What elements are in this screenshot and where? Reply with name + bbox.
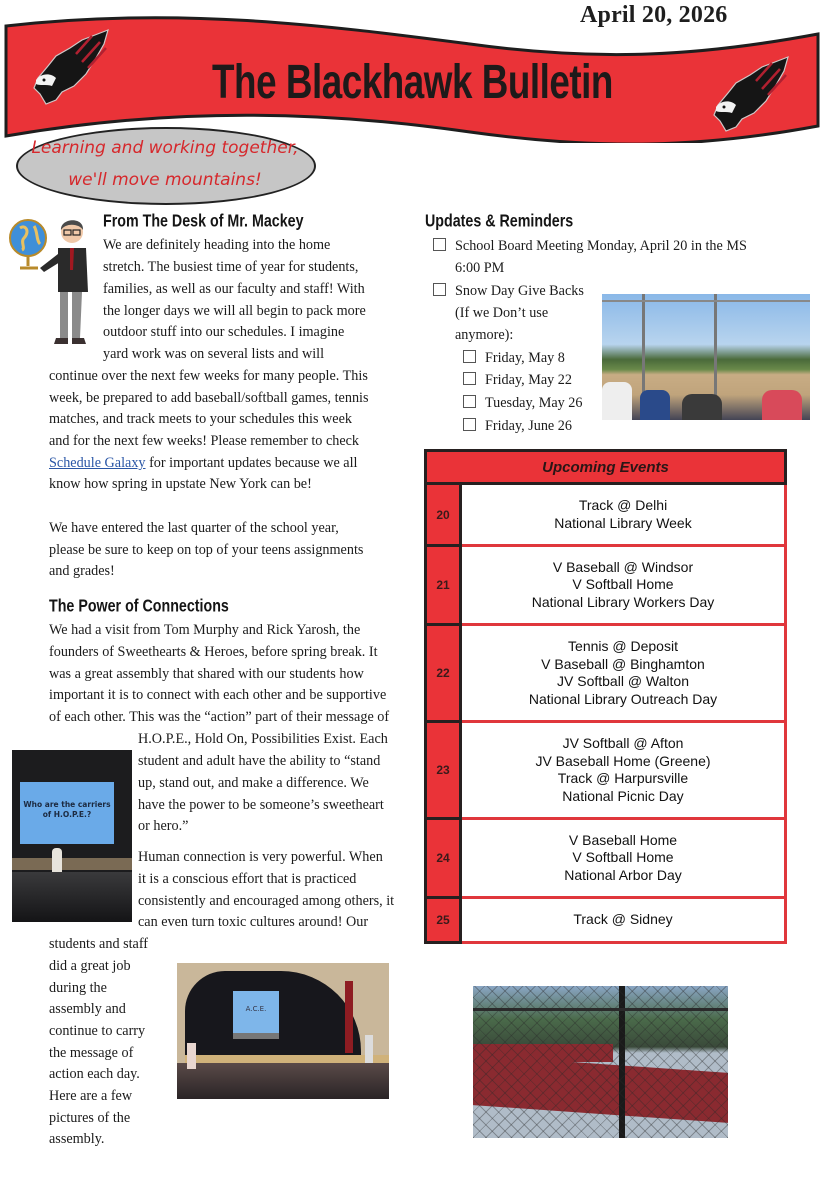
event-item: V Softball Home (572, 849, 674, 866)
principal-text-line: families, as well as our faculty and staff! With (103, 281, 365, 297)
event-day-row (424, 626, 787, 723)
event-item: National Picnic Day (562, 787, 684, 804)
connections-text-line: have the power to be someone’s sweetheart (138, 797, 384, 813)
event-day-row (424, 547, 787, 626)
newsletter-date: April 20, 2026 (580, 2, 728, 28)
checkbox[interactable] (433, 238, 446, 251)
snow-day-item (463, 347, 565, 370)
snow-day-item (463, 369, 572, 392)
snow-day-date: Friday, May 8 (485, 350, 565, 366)
projector-screen (233, 991, 279, 1039)
event-list (462, 547, 787, 626)
event-item: JV Baseball Home (Greene) (535, 752, 711, 769)
assembly-photo-ace (177, 963, 389, 1099)
connections-text-line: assembly and (49, 1001, 126, 1017)
checkbox[interactable] (463, 350, 476, 363)
event-item: National Library Workers Day (531, 593, 715, 610)
event-day-number: 23 (424, 723, 462, 820)
checkbox[interactable] (433, 283, 446, 296)
slide-text: Who are the carriers of H.O.P.E.? (23, 800, 111, 819)
principal-text-line: please be sure to keep on top of your teens assignments (49, 542, 364, 558)
reminder-item (433, 235, 747, 258)
snow-day-date: Friday, May 22 (485, 372, 572, 388)
event-item: Track @ Sidney (573, 911, 673, 928)
event-item: Track @ Delhi (578, 497, 668, 513)
connections-text-line: or hero.” (138, 818, 189, 834)
event-item: V Baseball @ Binghamton (541, 655, 705, 672)
event-item: National Arbor Day (564, 866, 682, 883)
event-item: V Baseball Home (568, 831, 678, 848)
event-day-row (424, 485, 787, 547)
principal-text-line: matches, and track meets to your schedules this week (49, 411, 352, 427)
reminder-text: School Board Meeting Monday, April 20 in the MS (455, 238, 747, 254)
connections-text-line: We had a visit from Tom Murphy and Rick Yarosh, the (49, 622, 361, 638)
event-day-number: 24 (424, 820, 462, 899)
principal-text-line (49, 453, 357, 475)
connections-text-line: of each other. This was the “action” part of their message of (49, 709, 390, 725)
checkbox[interactable] (463, 395, 476, 408)
tagline-line-2: we'll move mountains! (68, 170, 262, 190)
tagline-line-1: Learning and working together, (31, 138, 299, 158)
upcoming-events-table (424, 449, 787, 944)
principal-text-line: We have entered the last quarter of the school year, (49, 520, 339, 536)
snow-day-date: Tuesday, May 26 (485, 395, 583, 411)
connections-text-line: student and adult have the ability to “stand (138, 753, 381, 769)
event-list (462, 820, 787, 899)
upcoming-events-title: Upcoming Events (424, 449, 787, 485)
event-item: National Library Week (554, 514, 692, 531)
schedule-galaxy-link[interactable]: Schedule Galaxy (49, 455, 146, 471)
connections-text-line: consistently and encouraged among others, it (138, 893, 395, 909)
connections-text-line: Human connection is very powerful. When (138, 849, 383, 865)
connections-text-line: H.O.P.E., Hold On, Possibilities Exist. Each (138, 731, 388, 747)
newsletter-title: The Blackhawk Bulletin (212, 56, 613, 109)
snow-day-date: Friday, June 26 (485, 418, 572, 434)
snow-day-item (463, 392, 582, 415)
event-list (462, 723, 787, 820)
event-item: V Baseball @ Windsor (552, 558, 694, 575)
principal-text-after-link: for important updates because we all (145, 455, 358, 471)
connections-text-line: was a great assembly that shared with our students how (49, 666, 364, 682)
event-item: JV Softball @ Afton (562, 735, 684, 751)
event-day-row (424, 899, 787, 944)
event-item: Track @ Harpursville (557, 770, 689, 786)
event-day-number: 21 (424, 547, 462, 626)
connections-heading: The Power of Connections (49, 597, 229, 617)
principal-text-line: outdoor stuff into our schedules. I imagine (103, 324, 345, 340)
connections-text-line: action each day. (49, 1066, 140, 1082)
event-list (462, 626, 787, 723)
principal-text-line: continue over the next few weeks for many people. This (49, 368, 368, 384)
connections-text-line: pictures of the (49, 1110, 131, 1126)
connections-text-line: students and staff (49, 936, 149, 952)
reminder-text: (If we Don’t use (455, 305, 549, 321)
event-item: National Library Outreach Day (528, 690, 718, 707)
connections-text-line: during the (49, 980, 107, 996)
reminder-text: anymore): (455, 327, 514, 343)
event-day-number: 22 (424, 626, 462, 723)
checkbox[interactable] (463, 372, 476, 385)
principal-heading: From The Desk of Mr. Mackey (103, 212, 304, 232)
event-item: V Softball Home (572, 576, 674, 593)
event-day-number: 25 (424, 899, 462, 944)
snow-day-item (463, 415, 572, 438)
event-list (462, 485, 787, 547)
checkbox[interactable] (463, 418, 476, 431)
connections-text-line: Here are a few (49, 1088, 133, 1104)
principal-text-line: the longer days we will all begin to pack more (103, 303, 366, 319)
slide-text: A.C.E. (245, 1005, 267, 1013)
event-day-row (424, 723, 787, 820)
event-list (462, 899, 787, 944)
reminder-text: 6:00 PM (455, 260, 505, 276)
connections-text-line: continue to carry (49, 1023, 146, 1039)
event-day-number: 20 (424, 485, 462, 547)
connections-text-line: founders of Sweethearts & Heroes, before spring break. It (49, 644, 378, 660)
connections-text-line: the message of (49, 1045, 134, 1061)
event-day-row (424, 820, 787, 899)
connections-text-line: did a great job (49, 958, 131, 974)
principal-text-line: stretch. The busiest time of year for students, (103, 259, 359, 275)
event-item: JV Softball @ Walton (557, 673, 689, 689)
connections-text-line: it is a conscious effort that is practiced (138, 871, 357, 887)
principal-avatar (8, 210, 98, 350)
assembly-photo-hope (12, 750, 132, 922)
globe-icon (10, 220, 46, 256)
connections-text-line: important it is to connect with each other and be supportive (49, 687, 387, 703)
principal-text-line: know how spring in upstate New York can be! (49, 476, 312, 492)
tennis-courts-photo (473, 986, 728, 1138)
principal-text-line: We are definitely heading into the home (103, 237, 331, 253)
reminder-item (433, 280, 584, 303)
reminder-text: Snow Day Give Backs (455, 283, 584, 299)
principal-text-line: week, be prepared to add baseball/softball games, tennis (49, 390, 369, 406)
updates-heading: Updates & Reminders (425, 212, 574, 232)
connections-text-line: assembly. (49, 1131, 105, 1147)
principal-text-line: and for the next few weeks! Please remember to check (49, 433, 360, 449)
softball-game-photo (602, 294, 810, 420)
principal-text-line: and grades! (49, 563, 115, 579)
connections-text-line: can even turn toxic cultures around! Our (138, 914, 369, 930)
event-item: Tennis @ Deposit (568, 638, 678, 654)
connections-text-line: up, stand out, and make a difference. We (138, 775, 369, 791)
principal-text-line: yard work was on several lists and will (103, 346, 325, 362)
